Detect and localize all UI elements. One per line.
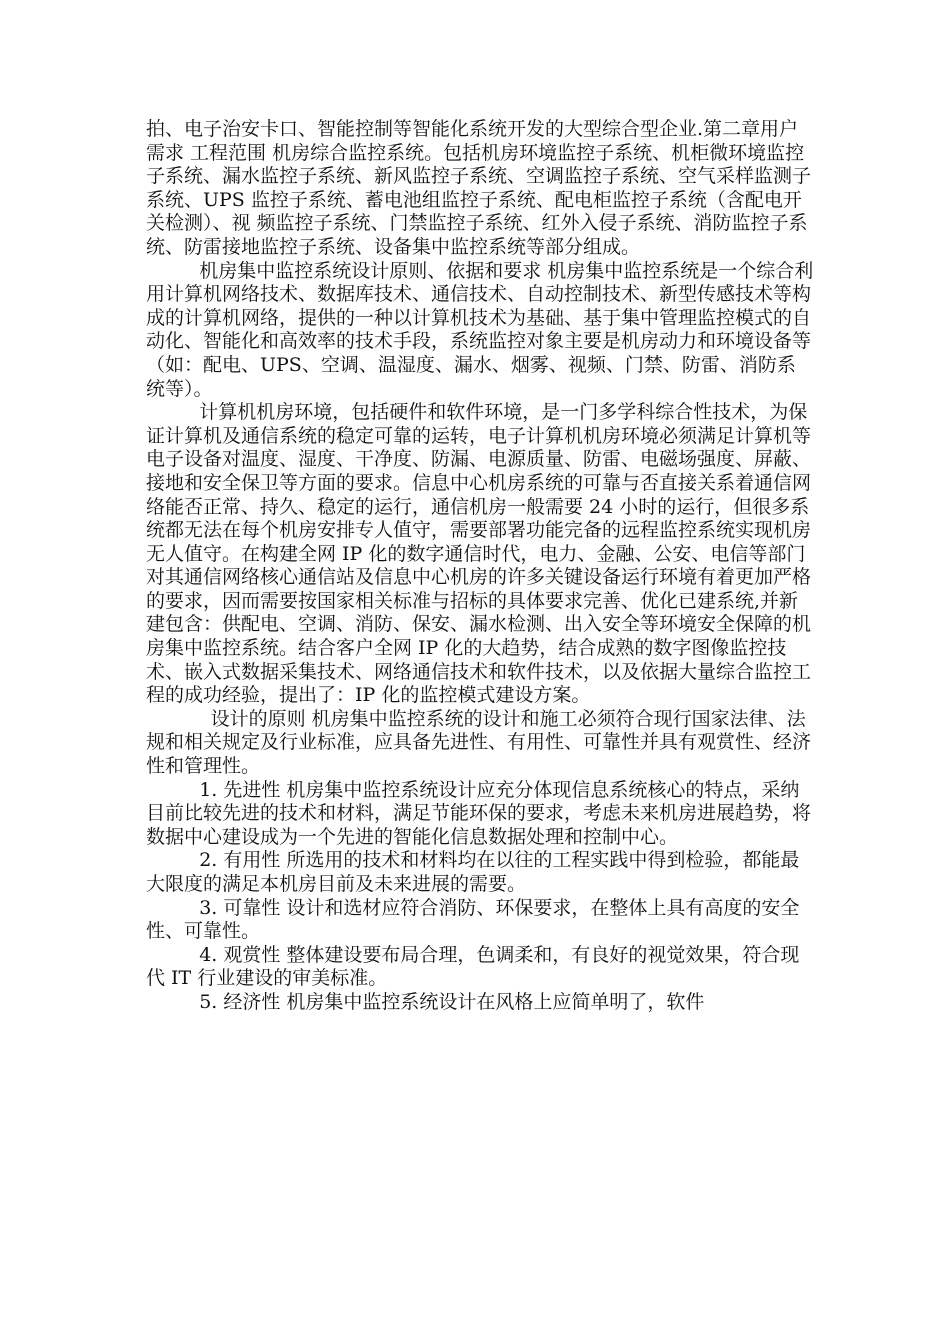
paragraph-room-environment: 计算机机房环境，包括硬件和软件环境，是一门多学科综合性技术，为保证计算机及通信系统的稳定可靠的运转，电子计算机机房环境必须满足计算机等电子设备对温度、湿度、干净度、防漏、电源质量、防雷、电磁场强度、屏蔽、接地和安全保卫等方面的要求。信息中心机房系统的可靠与否直接关系着通信网络能否正常、持久、稳定的运行，通信机房一般需要 24 小时的运行，但很多系统都无法在每个机房安排专人值守，需要部署功能完备的远程监控系统实现机房无人值守。在构建全网 IP 化的数字通信时代，电力、金融、公安、电信等部门对其通信网络核心通信站及信息中心机房的许多关键设备运行环境有着更加严格的要求，因而需要按国家相关标准与招标的具体要求完善、优化已建系统,并新建包含：供配电、空调、消防、保安、漏水检测、出入安全等环境安全保障的机房集中监控系统。结合客户全网 IP 化的大趋势，结合成熟的数字图像监控技术、嵌入式数据采集技术、网络通信技术和软件技术，以及依据大量综合监控工程的成功经验，提出了：IP 化的监控模式建设方案。 — [146, 401, 812, 707]
document-page — [146, 118, 814, 1015]
paragraph-item-4: 4. 观赏性 整体建设要布局合理，色调柔和，有良好的视觉效果，符合现代 IT 行业建设的审美标准。 — [146, 943, 800, 990]
paragraph-item-1: 1. 先进性 机房集中监控系统设计应充分体现信息系统核心的特点，采纳目前比较先进的技术和材料，满足节能环保的要求，考虑未来机房进展趋势，将数据中心建设成为一个先进的智能化信息数据处理和控制中心。 — [146, 778, 812, 848]
paragraph-item-5: 5. 经济性 机房集中监控系统设计在风格上应简单明了，软件 — [199, 990, 705, 1013]
paragraph-design-rules: 设计的原则 机房集中监控系统的设计和施工必须符合现行国家法律、法规和相关规定及行业标准，应具备先进性、有用性、可靠性并具有观赏性、经济性和管理性。 — [146, 707, 812, 778]
paragraph-design-principles: 机房集中监控系统设计原则、依据和要求 机房集中监控系统是一个综合利用计算机网络技术、数据库技术、通信技术、自动控制技术、新型传感技术等构成的计算机网络，提供的一种以计算机技术为基础、基于集中管理监控模式的自动化、智能化和高效率的技术手段，系统监控对象主要是机房动力和环境设备等（如：配电、UPS、空调、温湿度、漏水、烟雾、视频、门禁、防雷、消防系统等）。 — [146, 259, 814, 400]
paragraph-intro: 拍、电子治安卡口、智能控制等智能化系统开发的大型综合型企业.第二章用户需求 工程范围 机房综合监控系统。包括机房环境监控子系统、机柜微环境监控子系统、漏水监控子系统、新风监控子系统、空调监控子系统、空气采样监测子系统、UPS 监控子系统、蓄电池组监控子系统、配电柜监控子系统（含配电开关检测）、视 频监控子系统、门禁监控子系统、红外入侵子系统、消防监控子系统、防雷接地监控子系统、设备集中监控系统等部分组成。 — [146, 118, 812, 258]
paragraph-item-3: 3. 可靠性 设计和选材应符合消防、环保要求，在整体上具有高度的安全性、可靠性。 — [146, 896, 800, 943]
paragraph-item-2: 2. 有用性 所选用的技术和材料均在以往的工程实践中得到检验，都能最大限度的满足本机房目前及未来进展的需要。 — [146, 849, 800, 895]
